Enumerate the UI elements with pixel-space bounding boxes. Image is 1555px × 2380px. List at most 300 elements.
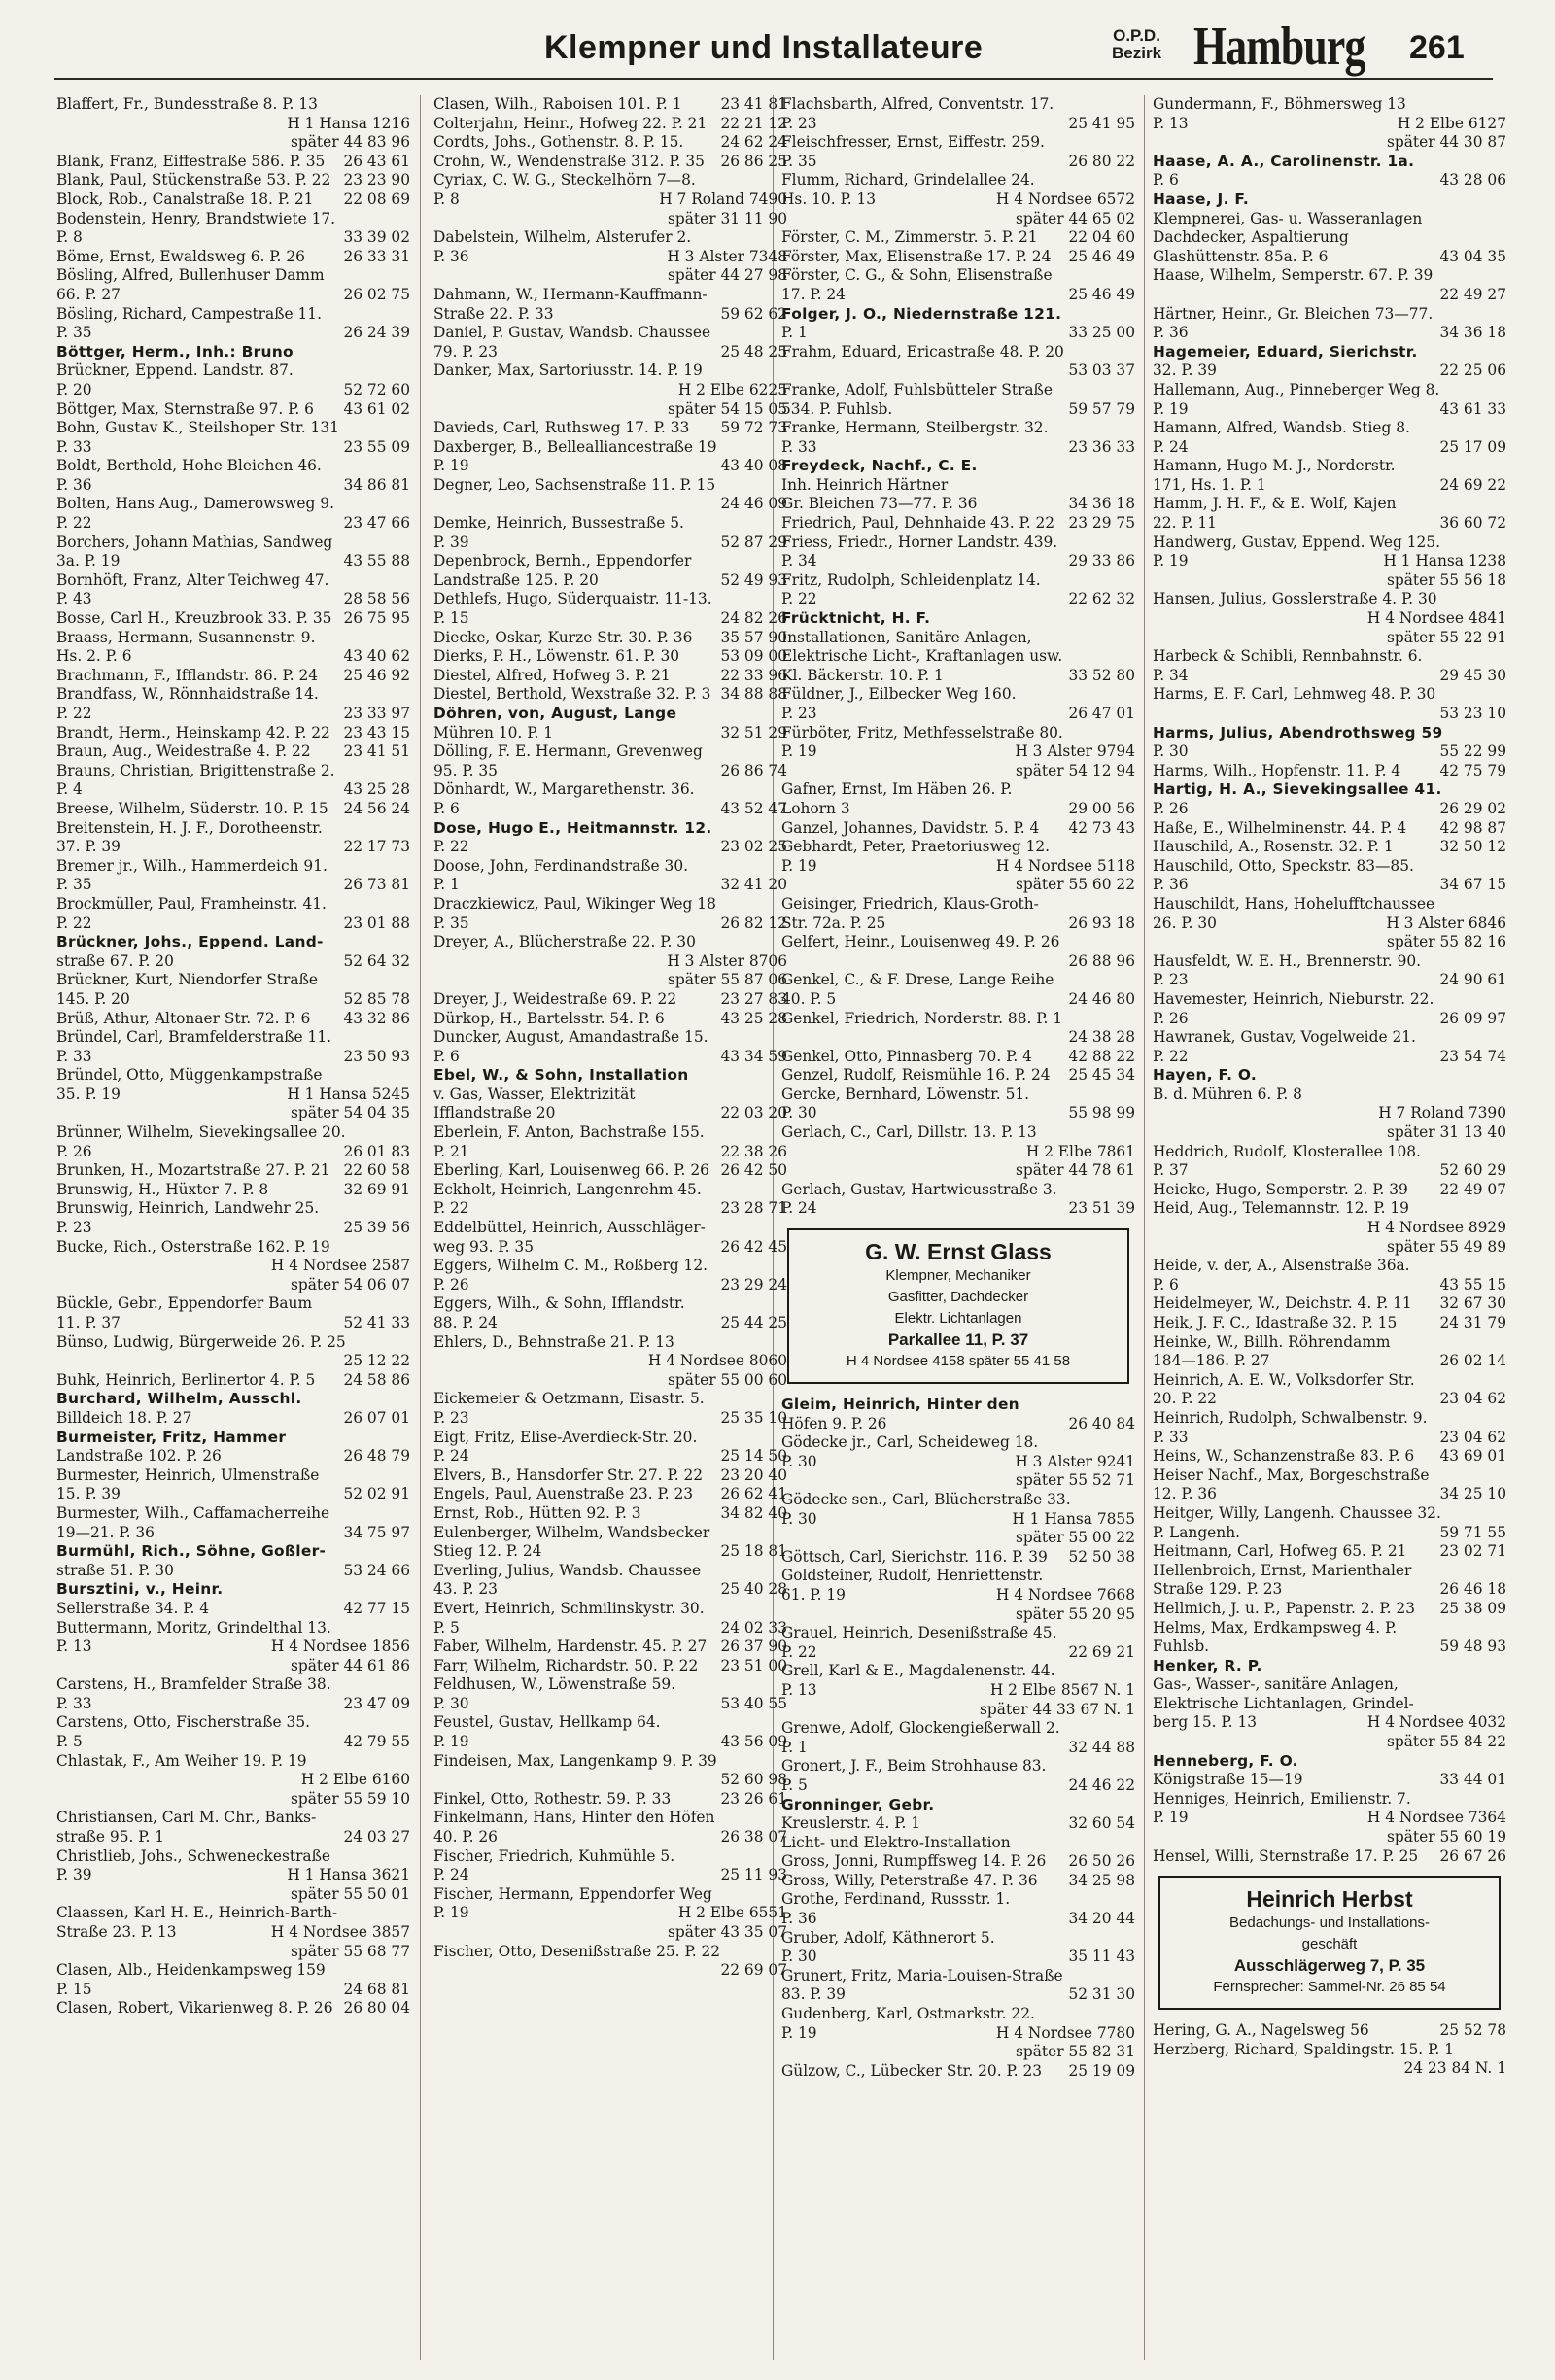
directory-entry <box>433 895 787 914</box>
entry-text: Duncker, August, Amandastraße 15. <box>433 1028 708 1047</box>
directory-entry <box>1153 381 1506 400</box>
directory-entry <box>56 190 410 210</box>
entry-phone: 43 56 09 <box>720 1733 787 1751</box>
entry-text: Dönhardt, W., Margarethenstr. 36. <box>433 780 695 799</box>
entry-phone: 34 25 10 <box>1439 1485 1506 1503</box>
entry-phone: 59 72 73 <box>720 419 787 437</box>
directory-entry <box>56 1733 410 1752</box>
directory-entry <box>433 933 787 971</box>
directory-entry <box>781 2062 1135 2082</box>
directory-entry <box>56 1143 410 1162</box>
entry-text: Eberling, Karl, Louisenweg 66. P. 26 <box>433 1161 709 1180</box>
directory-entry <box>781 1433 1135 1453</box>
entry-phone: H 3 Alster 8706 <box>667 951 787 970</box>
entry-text: Heinrich, Rudolph, Schwalbenstr. 9. <box>1153 1408 1428 1427</box>
entry-text: P. 22 <box>1153 1047 1189 1065</box>
entry-text: Gundermann, F., Böhmersweg 13 <box>1153 95 1406 113</box>
entry-text: Findeisen, Max, Langenkamp 9. P. 39 <box>433 1751 717 1770</box>
entry-text: Crohn, W., Wendenstraße 312. P. 35 <box>433 152 705 170</box>
directory-entry <box>781 667 1135 686</box>
directory-entry <box>1153 115 1506 134</box>
entry-phone: H 4 Nordsee 4841 <box>1366 609 1506 628</box>
entry-text: 20. P. 22 <box>1153 1390 1217 1408</box>
entry-text: Demke, Heinrich, Bussestraße 5. <box>433 514 684 533</box>
entry-text: P. 30 <box>433 1694 469 1712</box>
entry-phone: 52 72 60 <box>343 380 410 398</box>
entry-text: Braun, Aug., Weidestraße 4. P. 22 <box>56 742 311 761</box>
entry-text: Breese, Wilhelm, Süderstr. 10. P. 15 <box>56 799 328 817</box>
directory-entry <box>433 685 787 705</box>
directory-entry <box>781 724 1135 743</box>
entry-phone: 52 41 33 <box>343 1314 410 1331</box>
entry-text: Herzberg, Richard, Spaldingstr. 15. P. 1 <box>1153 2040 1454 2058</box>
directory-entry <box>56 952 410 972</box>
entry-text: P. 22 <box>781 590 817 608</box>
directory-entry <box>433 133 787 153</box>
directory-entry <box>1153 457 1506 476</box>
directory-entry <box>781 343 1135 381</box>
entry-phone: 26 33 31 <box>343 247 410 265</box>
entry-text: Carstens, H., Bramfelder Straße 38. <box>56 1675 331 1694</box>
entry-text: Dreyer, A., Blücherstraße 22. P. 30 <box>433 933 696 951</box>
entry-phone: später 31 13 40 <box>1386 1123 1506 1142</box>
entry-phone: 22 04 60 <box>1068 228 1135 247</box>
entry-text: Hansen, Julius, Gosslerstraße 4. P. 30 <box>1153 590 1437 608</box>
entry-phone: später 55 87 06 <box>667 971 787 989</box>
entry-text: P. 34 <box>781 552 817 570</box>
directory-entry <box>433 1790 787 1810</box>
directory-entry <box>1153 476 1506 496</box>
entry-text: Klempnerei, Gas- u. Wasseranlagen <box>1153 209 1423 227</box>
entry-text: Bünso, Ludwig, Bürgerweide 26. P. 25 <box>56 1332 346 1351</box>
entry-phone: 52 87 29 <box>720 533 787 551</box>
entry-text: 35. P. 19 <box>56 1085 121 1103</box>
entry-text: P. 35 <box>781 152 817 170</box>
directory-entry <box>433 171 787 190</box>
entry-text: Straße 23. P. 13 <box>56 1923 177 1941</box>
entry-phone: 23 41 51 <box>343 742 410 761</box>
entry-phone: 29 33 86 <box>1068 552 1135 570</box>
directory-entry <box>56 153 410 172</box>
entry-phone: 34 86 81 <box>343 475 410 494</box>
entry-text: Buttermann, Moritz, Grindelthal 13. <box>56 1618 331 1637</box>
entry-text: Burmester, Wilh., Caffamacherreihe <box>56 1503 330 1522</box>
directory-entry <box>1153 1028 1506 1048</box>
entry-phone: 43 61 02 <box>343 399 410 418</box>
entry-phone: 22 49 07 <box>1439 1180 1506 1198</box>
directory-entry <box>433 1713 787 1733</box>
entry-text: Böttger, Max, Sternstraße 97. P. 6 <box>56 399 314 418</box>
entry-text: Friess, Friedr., Horner Landstr. 439. <box>781 533 1058 551</box>
directory-entry <box>433 667 787 686</box>
directory-entry <box>781 1605 1135 1625</box>
entry-phone: später 44 83 96 <box>290 133 410 152</box>
directory-entry <box>1153 1048 1506 1067</box>
directory-entry <box>781 552 1135 571</box>
directory-entry <box>781 457 1135 476</box>
entry-text: Christlieb, Johs., Schweneckestraße <box>56 1846 330 1865</box>
directory-entry <box>433 647 787 667</box>
directory-entry <box>1153 1790 1506 1810</box>
page-title: Klempner und Installateure <box>544 29 984 66</box>
entry-text: Cordts, Johs., Gothenstr. 8. P. 15. <box>433 133 684 152</box>
directory-entry <box>781 1948 1135 1967</box>
directory-entry <box>1153 1086 1506 1105</box>
directory-entry <box>56 133 410 153</box>
entry-text: Chlastak, F., Am Weiher 19. P. 19 <box>56 1751 307 1770</box>
entry-text: Böttger, Herm., Inh.: Bruno <box>56 342 294 361</box>
entry-text: P. 13 <box>781 1680 817 1699</box>
entry-phone: 26 02 14 <box>1439 1352 1506 1370</box>
directory-entry <box>56 1066 410 1086</box>
entry-phone: 25 14 50 <box>720 1447 787 1466</box>
entry-text: Brückner, Eppend. Landstr. 87. <box>56 362 294 380</box>
directory-entry <box>1153 1161 1506 1181</box>
directory-entry <box>1153 1619 1506 1638</box>
entry-phone: 23 04 62 <box>1439 1428 1506 1446</box>
directory-entry <box>1153 534 1506 553</box>
entry-phone: 34 82 40 <box>720 1503 787 1522</box>
entry-text: Genkel, C., & F. Drese, Lange Reihe <box>781 971 1054 989</box>
entry-text: P. 22 <box>56 914 92 932</box>
entry-text: P. 39 <box>433 533 469 551</box>
entry-text: Hauschild, Otto, Speckstr. 83—85. <box>1153 856 1414 875</box>
entry-phone: später 31 11 90 <box>667 209 787 227</box>
entry-text: Bösling, Richard, Campestraße 11. <box>56 304 322 323</box>
entry-phone: 26 01 83 <box>343 1142 410 1160</box>
directory-entry <box>56 1981 410 2000</box>
entry-phone: 43 40 62 <box>343 647 410 666</box>
entry-text: Sellerstraße 34. P. 4 <box>56 1599 210 1617</box>
entry-text: Hamann, Alfred, Wandsb. Stieg 8. <box>1153 419 1410 437</box>
entry-phone: später 44 78 61 <box>1015 1161 1135 1180</box>
directory-entry <box>433 1010 787 1029</box>
entry-phone: H 7 Roland 7390 <box>1378 1104 1506 1122</box>
directory-entry <box>433 838 787 857</box>
entry-text: Gerlach, Gustav, Hartwicusstraße 3. <box>781 1180 1057 1198</box>
directory-entry <box>56 457 410 476</box>
directory-entry <box>781 476 1135 496</box>
entry-text: Gercke, Bernhard, Löwenstr. 51. <box>781 1085 1030 1103</box>
entry-phone: 24 46 22 <box>1068 1776 1135 1794</box>
directory-entry <box>781 1491 1135 1510</box>
directory-entry <box>781 305 1135 325</box>
entry-phone: 26 88 96 <box>1068 951 1135 970</box>
entry-text: P. 13 <box>56 1638 92 1656</box>
entry-text: P. 6 <box>1153 1275 1179 1293</box>
entry-text: P. 19 <box>1153 552 1189 570</box>
entry-text: 83. P. 39 <box>781 1985 846 2004</box>
entry-phone: 32 51 29 <box>720 723 787 742</box>
directory-entry <box>56 514 410 534</box>
directory-entry <box>1153 514 1506 534</box>
directory-entry <box>1153 324 1506 343</box>
directory-entry <box>56 1923 410 1943</box>
entry-phone: 26 80 22 <box>1068 152 1135 170</box>
directory-entry <box>1153 762 1506 781</box>
directory-entry <box>56 305 410 325</box>
directory-entry <box>781 1910 1135 1929</box>
entry-phone: 25 11 93 <box>720 1866 787 1884</box>
entry-text: straße 95. P. 1 <box>56 1828 165 1846</box>
entry-phone: 52 60 98 <box>720 1771 787 1789</box>
entry-text: Harms, Wilh., Hopfenstr. 11. P. 4 <box>1153 761 1401 779</box>
directory-entry <box>781 1701 1135 1720</box>
directory-entry <box>56 838 410 857</box>
directory-entry <box>1153 1504 1506 1524</box>
directory-entry <box>56 1904 410 1923</box>
entry-phone: 23 29 75 <box>1068 514 1135 533</box>
entry-phone: 26 09 97 <box>1439 1009 1506 1027</box>
entry-phone: 25 40 28 <box>720 1580 787 1599</box>
entry-phone: 24 03 27 <box>343 1828 410 1846</box>
directory-entry <box>781 1681 1135 1701</box>
entry-text: 145. P. 20 <box>56 989 130 1008</box>
entry-text: Grenwe, Adolf, Glockengießerwall 2. <box>781 1719 1060 1738</box>
entry-phone: 22 17 73 <box>343 838 410 856</box>
directory-entry <box>1153 95 1506 115</box>
entry-text: Eckholt, Heinrich, Langenrehm 45. <box>433 1180 702 1198</box>
entry-text: Gas-, Wasser-, sanitäre Anlagen, <box>1153 1675 1399 1694</box>
entry-text: Höfen 9. P. 26 <box>781 1414 887 1432</box>
entry-text: Henker, R. P. <box>1153 1656 1262 1674</box>
directory-entry <box>433 1904 787 1923</box>
directory-entry <box>56 1181 410 1200</box>
directory-entry <box>781 1048 1135 1067</box>
entry-phone: 32 67 30 <box>1439 1294 1506 1313</box>
directory-entry <box>1153 419 1506 438</box>
directory-entry <box>433 1485 787 1504</box>
entry-phone: H 2 Elbe 7861 <box>1025 1142 1135 1160</box>
directory-entry <box>56 1123 410 1143</box>
entry-phone: 52 85 78 <box>343 989 410 1008</box>
entry-phone: 33 25 00 <box>1068 324 1135 342</box>
directory-entry <box>1153 724 1506 743</box>
entry-text: Dölling, F. E. Hermann, Grevenweg <box>433 742 703 761</box>
entry-phone: 22 33 96 <box>720 666 787 684</box>
entry-text: P. 23 <box>56 1219 92 1237</box>
directory-entry <box>781 1104 1135 1123</box>
entry-text: Hamm, J. H. F., & E. Wolf, Kajen <box>1153 495 1397 513</box>
entry-text: Elvers, B., Hansdorfer Str. 27. P. 22 <box>433 1466 704 1484</box>
entry-phone: 23 55 09 <box>343 437 410 456</box>
directory-entry <box>433 1314 787 1333</box>
entry-phone: H 2 Elbe 6551 <box>677 1904 787 1922</box>
entry-text: Folger, J. O., Niedernstraße 121. <box>781 304 1062 323</box>
entry-text: Inh. Heinrich Härtner <box>781 475 949 494</box>
directory-entry <box>433 1276 787 1295</box>
entry-phone: 23 02 71 <box>1439 1542 1506 1561</box>
entry-phone: 34 36 18 <box>1068 495 1135 513</box>
entry-text: P. 36 <box>56 475 92 494</box>
entry-phone: 42 73 43 <box>1068 818 1135 837</box>
entry-text: Eulenberger, Wilhelm, Wandsbecker <box>433 1523 710 1541</box>
directory-entry <box>1153 685 1506 723</box>
entry-text: Dabelstein, Wilhelm, Alsterufer 2. <box>433 228 692 247</box>
entry-phone: 34 36 18 <box>1439 324 1506 342</box>
entry-text: P. 15 <box>56 1980 92 1998</box>
directory-entry <box>56 438 410 458</box>
directory-entry <box>433 534 787 553</box>
directory-entry <box>781 647 1135 667</box>
entry-text: P. 35 <box>56 324 92 342</box>
entry-phone: H 1 Hansa 7855 <box>1012 1509 1135 1528</box>
directory-entry <box>781 990 1135 1010</box>
entry-text: Heicke, Hugo, Semperstr. 2. P. 39 <box>1153 1180 1408 1198</box>
entry-text: Brückner, Kurt, Niendorfer Straße <box>56 971 318 989</box>
entry-phone: 33 44 01 <box>1439 1771 1506 1789</box>
entry-phone: 23 47 09 <box>343 1694 410 1712</box>
entry-phone: 25 46 49 <box>1068 247 1135 265</box>
entry-text: P. 4 <box>56 780 83 799</box>
entry-phone: 23 47 66 <box>343 514 410 533</box>
directory-entry <box>781 1929 1135 1949</box>
directory-entry <box>56 1048 410 1067</box>
entry-phone: später 44 65 02 <box>1015 209 1135 227</box>
directory-entry <box>1153 438 1506 458</box>
directory-entry <box>56 552 410 571</box>
directory-entry <box>433 1847 787 1867</box>
entry-text: P. 39 <box>56 1866 92 1884</box>
entry-text: P. 6 <box>433 799 460 817</box>
entry-text: Claassen, Karl H. E., Heinrich-Barth- <box>56 1904 338 1922</box>
entry-phone: 26 24 39 <box>343 324 410 342</box>
directory-entry <box>56 1562 410 1581</box>
entry-text: Block, Rob., Canalstraße 18. P. 21 <box>56 190 314 208</box>
entry-phone: H 4 Nordsee 2587 <box>270 1257 410 1275</box>
directory-entry <box>781 1662 1135 1681</box>
entry-text: P. 26 <box>433 1275 469 1293</box>
entry-text: Helms, Max, Erdkampsweg 4. P. <box>1153 1618 1398 1637</box>
entry-text: Blank, Franz, Eiffestraße 586. P. 35 <box>56 152 326 170</box>
entry-phone: 25 45 34 <box>1068 1066 1135 1085</box>
directory-entry <box>56 1333 410 1371</box>
entry-text: Depenbrock, Bernh., Eppendorfer <box>433 552 692 570</box>
entry-text: Cyriax, C. W. G., Steckelhörn 7—8. <box>433 171 696 190</box>
entry-phone: 23 41 81 <box>720 95 787 113</box>
directory-entry <box>433 1447 787 1466</box>
directory-entry <box>1153 857 1506 877</box>
directory-entry <box>781 1510 1135 1530</box>
directory-entry <box>1153 1429 1506 1448</box>
entry-phone: 33 52 80 <box>1068 666 1135 684</box>
directory-entry <box>56 1390 410 1409</box>
entry-phone: 43 69 01 <box>1439 1447 1506 1466</box>
entry-text: Degner, Leo, Sachsenstraße 11. P. 15 <box>433 475 716 494</box>
directory-entry <box>433 1866 787 1885</box>
directory-entry <box>781 1161 1135 1181</box>
entry-text: Gebhardt, Peter, Praetoriusweg 12. <box>781 838 1051 856</box>
directory-entry <box>433 724 787 743</box>
entry-text: Havemester, Heinrich, Nieburstr. 22. <box>1153 989 1434 1008</box>
directory-entry <box>433 1390 787 1409</box>
directory-entry <box>781 153 1135 172</box>
directory-entry <box>433 914 787 934</box>
directory-entry <box>433 514 787 534</box>
entry-phone: 23 26 61 <box>720 1789 787 1808</box>
entry-text: Everling, Julius, Wandsb. Chaussee <box>433 1561 702 1579</box>
entry-phone: 24 23 84 N. 1 <box>1403 2059 1506 2078</box>
entry-phone: H 2 Elbe 6225 <box>677 380 787 398</box>
entry-text: Stieg 12. P. 24 <box>433 1542 542 1561</box>
directory-entry <box>56 1429 410 1448</box>
entry-phone: 43 52 47 <box>720 799 787 817</box>
entry-text: Heitger, Willy, Langenh. Chaussee 32. <box>1153 1503 1441 1522</box>
entry-text: Straße 22. P. 33 <box>433 304 554 323</box>
entry-text: Lohorn 3 <box>781 799 850 817</box>
directory-entry <box>433 1580 787 1600</box>
entry-text: Dose, Hugo E., Heitmannstr. 12. <box>433 818 712 837</box>
entry-text: Daniel, P. Gustav, Wandsb. Chaussee <box>433 324 711 342</box>
directory-entry <box>1153 133 1506 153</box>
entry-phone: später 44 61 86 <box>290 1656 410 1674</box>
advertisement-name: G. W. Ernst Glass <box>865 1239 1052 1265</box>
entry-text: Diestel, Berthold, Wexstraße 32. P. 3 <box>433 685 711 704</box>
directory-entry <box>56 819 410 839</box>
directory-entry <box>781 914 1135 934</box>
entry-phone: später 54 06 07 <box>290 1275 410 1293</box>
entry-phone: 23 01 88 <box>343 914 410 932</box>
directory-entry <box>781 1415 1135 1434</box>
entry-phone: H 4 Nordsee 1856 <box>270 1638 410 1656</box>
directory-entry <box>1153 647 1506 667</box>
directory-entry <box>781 133 1135 153</box>
entry-phone: später 54 15 05 <box>667 399 787 418</box>
directory-entry <box>433 266 787 286</box>
entry-text: 171, Hs. 1. P. 1 <box>1153 475 1266 494</box>
entry-text: Ebel, W., & Sohn, Installation <box>433 1066 689 1085</box>
entry-text: Diecke, Oskar, Kurze Str. 30. P. 36 <box>433 628 693 646</box>
entry-text: P. 22 <box>433 838 469 856</box>
directory-entry <box>1153 838 1506 857</box>
entry-text: P. 33 <box>56 1694 92 1712</box>
entry-text: 17. P. 24 <box>781 285 846 303</box>
entry-text: Heinrich, A. E. W., Volksdorfer Str. <box>1153 1370 1415 1389</box>
entry-text: P. 33 <box>1153 1428 1189 1446</box>
entry-text: P. 6 <box>1153 171 1179 190</box>
entry-phone: 43 25 28 <box>720 1009 787 1027</box>
directory-entry <box>433 1657 787 1676</box>
entry-phone: H 2 Elbe 8567 N. 1 <box>989 1680 1135 1699</box>
entry-text: Landstraße 125. P. 20 <box>433 570 599 589</box>
entry-text: Gr. Bleichen 73—77. P. 36 <box>781 495 978 513</box>
entry-text: Brunswig, H., Hüxter 7. P. 8 <box>56 1180 269 1198</box>
entry-text: Installationen, Sanitäre Anlagen, <box>781 628 1032 646</box>
entry-phone: 34 67 15 <box>1439 876 1506 894</box>
directory-entry <box>781 1066 1135 1086</box>
entry-phone: 25 46 92 <box>343 666 410 684</box>
directory-entry <box>433 1371 787 1391</box>
entry-text: Gülzow, C., Lübecker Str. 20. P. 23 <box>781 2061 1043 2080</box>
entry-phone: H 1 Hansa 3621 <box>287 1866 410 1884</box>
entry-text: Freydeck, Nachf., C. E. <box>781 457 978 475</box>
entry-phone: 35 57 90 <box>720 628 787 646</box>
entry-phone: 43 34 59 <box>720 1047 787 1065</box>
directory-entry <box>781 534 1135 553</box>
directory-entry <box>781 1757 1135 1776</box>
entry-text: Dreyer, J., Weidestraße 69. P. 22 <box>433 989 677 1008</box>
directory-entry <box>781 171 1135 190</box>
directory-entry <box>433 1943 787 1981</box>
directory-entry <box>56 1999 410 2018</box>
entry-text: Heik, J. F. C., Idastraße 32. P. 15 <box>1153 1314 1398 1331</box>
entry-text: Billdeich 18. P. 27 <box>56 1408 192 1427</box>
directory-entry <box>781 324 1135 343</box>
entry-phone: 23 51 00 <box>720 1656 787 1674</box>
directory-entry <box>433 1199 787 1219</box>
entry-text: Christiansen, Carl M. Chr., Banks- <box>56 1809 317 1827</box>
entry-phone: H 4 Nordsee 7668 <box>995 1585 1135 1604</box>
